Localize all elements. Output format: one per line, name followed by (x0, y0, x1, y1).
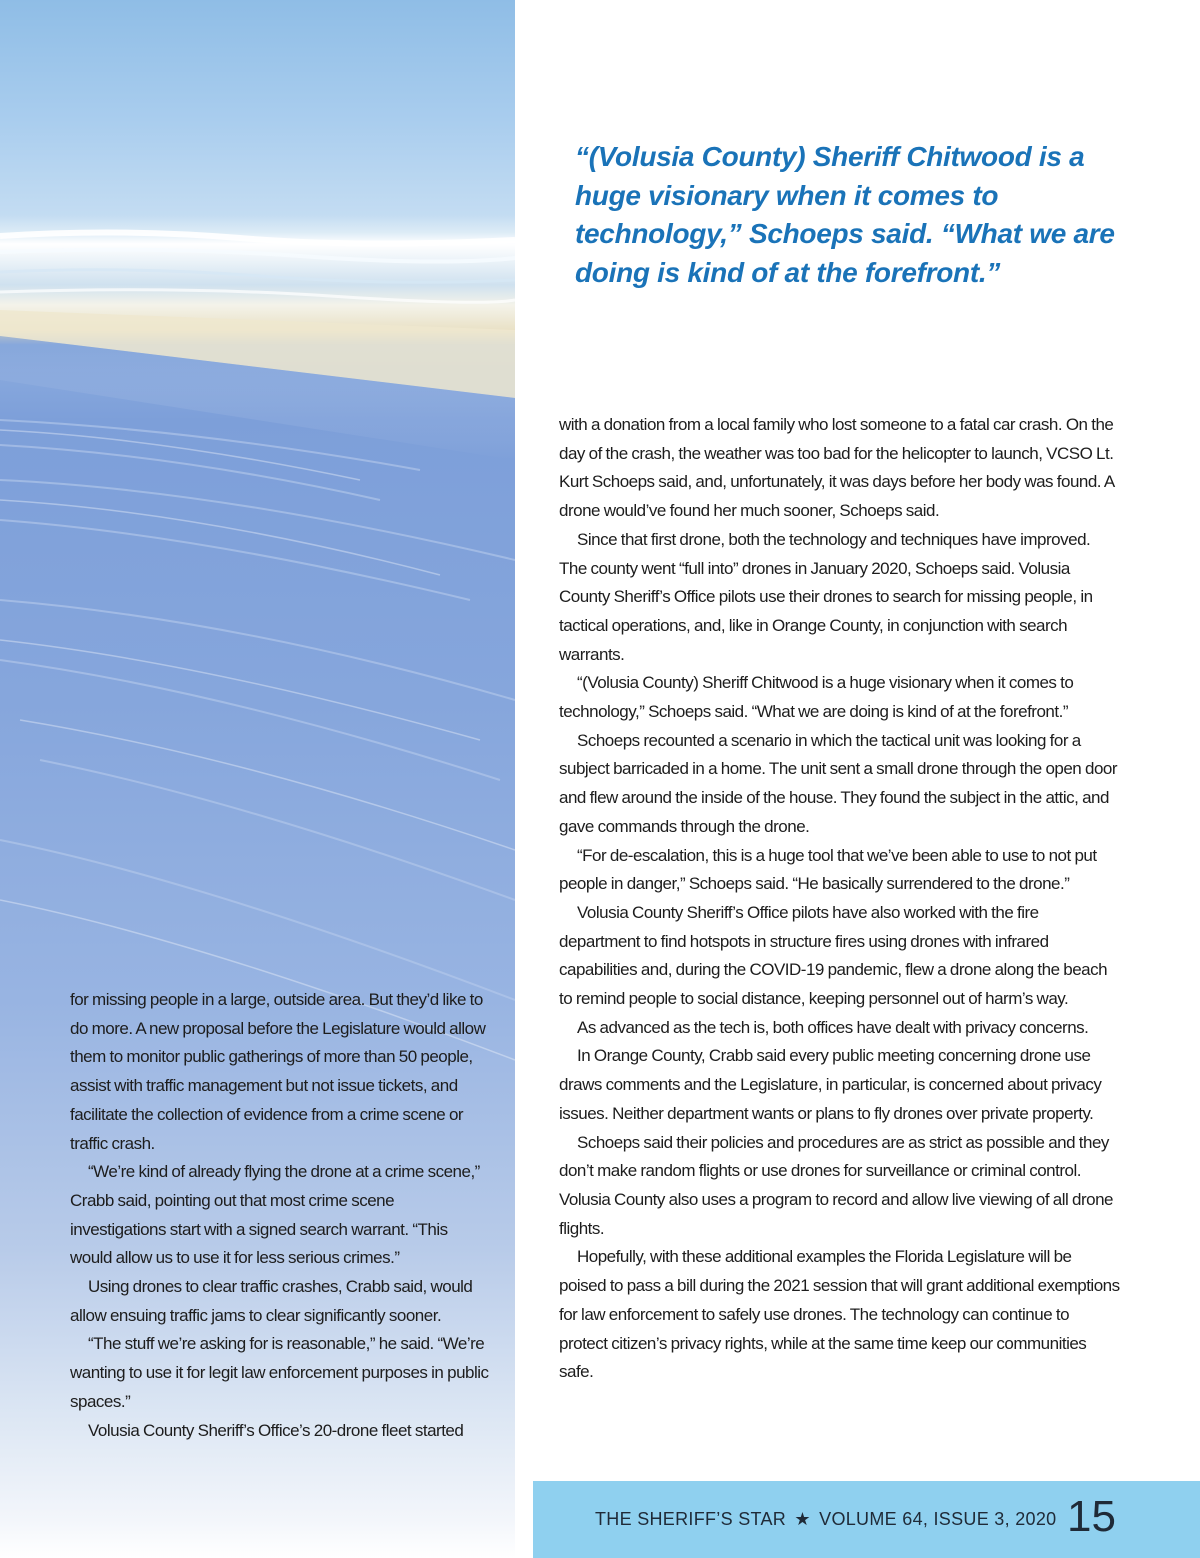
right-paragraph: Hopefully, with these additional examples the Florida Legislature will be poised to pass a bill during the 2021 session that will grant additional exemptions for law enforcement to safely use drones. The technology can continue to protect citizen’s privacy rights, while at the same time keep our communities safe. (559, 1247, 1120, 1382)
page-footer (533, 1481, 1200, 1558)
right-paragraph: In Orange County, Crabb said every public meeting concerning drone use draws comments and the Legislature, in particular, is concerned about privacy issues. Neither department wants or plans to fly drones over private property. (559, 1046, 1102, 1123)
star-icon: ★ (794, 1509, 811, 1529)
publication-name: THE SHERIFF’S STAR (595, 1509, 787, 1529)
footer-publication-line (595, 1509, 1056, 1530)
pull-quote: “(Volusia County) Sheriff Chitwood is a huge visionary when it comes to technology,” Schoeps said. “What we are doing is kind of at the forefront.” (575, 141, 1115, 288)
right-paragraph: with a donation from a local family who lost someone to a fatal car crash. On the day of the crash, the weather was too bad for the helicopter to launch, VCSO Lt. Kurt Schoeps said, and, unfortunately, it was days before her body was found. A drone would’ve found her much sooner, Schoeps said. (559, 415, 1114, 521)
left-paragraph: “We’re kind of already flying the drone at a crime scene,” Crabb said, pointing out that most crime scene investigations start with a signed search warrant. “This would allow us to use it for less serious crimes.” (70, 1162, 480, 1268)
right-paragraph: “(Volusia County) Sheriff Chitwood is a huge visionary when it comes to technology,” Schoeps said. “What we are doing is kind of at the forefront.” (559, 673, 1074, 722)
right-paragraph: Since that first drone, both the technology and techniques have improved. The county went “full into” drones in January 2020, Schoeps said. Volusia County Sheriff’s Office pilots use their drones to search for missing people, in tactical operations, and, like in Orange County, in conjunction with search warrants. (559, 529, 1093, 664)
right-paragraph: As advanced as the tech is, both offices have dealt with privacy concerns. (577, 1017, 1089, 1037)
left-paragraph: Using drones to clear traffic crashes, Crabb said, would allow ensuing traffic jams to clear significantly sooner. (70, 1277, 473, 1325)
left-column (70, 986, 490, 1445)
right-paragraph: “For de-escalation, this is a huge tool that we’ve been able to use to not put people in danger,” Schoeps said. “He basically surrendered to the drone.” (559, 845, 1097, 894)
left-paragraph: for missing people in a large, outside area. But they’d like to do more. A new proposal before the Legislature would allow them to monitor public gatherings of more than 50 people, assist with traffic management but not issue tickets, and facilitate the collection of evidence from a crime scene or traffic crash. (70, 990, 486, 1153)
left-paragraph: Volusia County Sheriff’s Office’s 20-drone fleet started (88, 1420, 464, 1440)
right-column (559, 411, 1121, 1387)
page-number: 15 (1067, 1492, 1116, 1541)
issue-info: VOLUME 64, ISSUE 3, 2020 (819, 1509, 1057, 1529)
right-paragraph: Schoeps said their policies and procedures are as strict as possible and they don’t make random flights or use drones for surveillance or criminal control. Volusia County also uses a program to record and allow live viewing of all drone flights. (559, 1132, 1113, 1238)
right-paragraph: Schoeps recounted a scenario in which the tactical unit was looking for a subject barricaded in a home. The unit sent a small drone through the open door and flew around the inside of the house. They found the subject in the attic, and gave commands through the drone. (559, 730, 1118, 836)
right-paragraph: Volusia County Sheriff’s Office pilots have also worked with the fire department to find hotspots in structure fires using drones with infrared capabilities and, during the COVID-19 pandemic, flew a drone along the beach to remind people to social distance, keeping personnel out of harm’s way. (559, 902, 1108, 1009)
left-paragraph: “The stuff we’re asking for is reasonable,” he said. “We’re wanting to use it for legit law enforcement purposes in public spaces.” (70, 1334, 489, 1411)
